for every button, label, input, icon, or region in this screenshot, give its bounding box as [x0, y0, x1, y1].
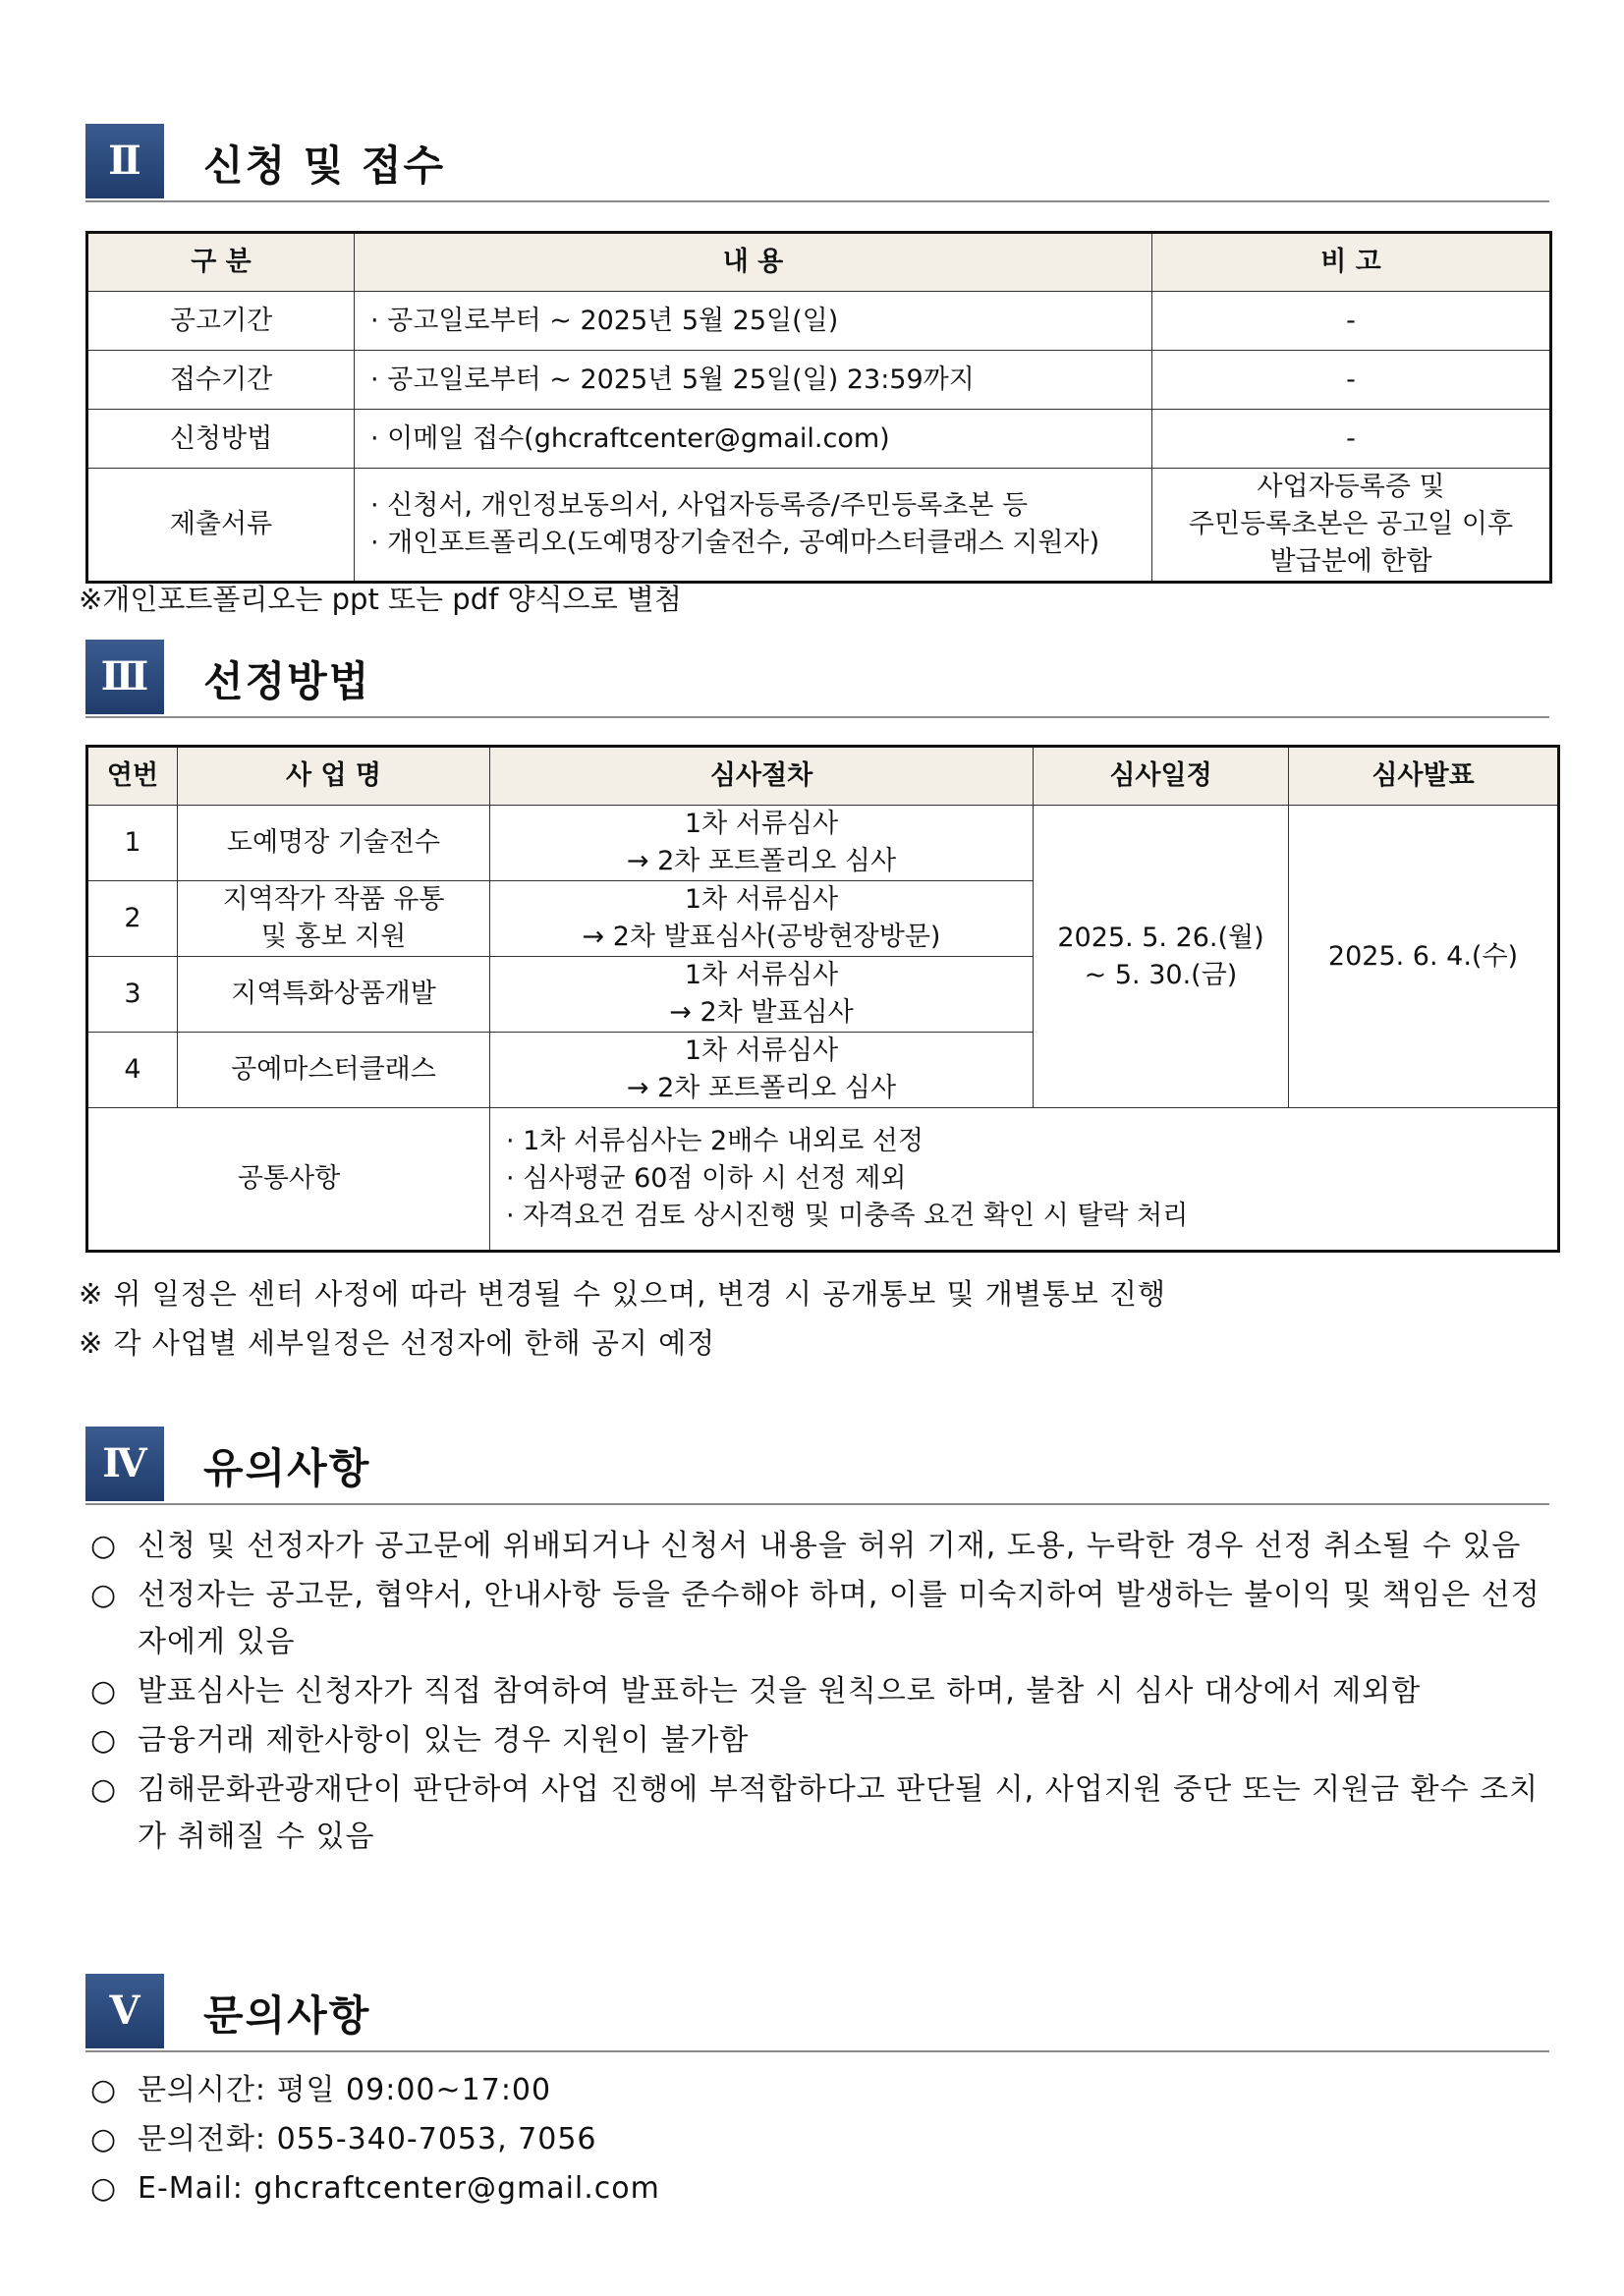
- list-item: [90, 2116, 1554, 2163]
- circle-bullet-icon: ○: [90, 2171, 118, 2206]
- header-announce: 심사발표: [1289, 747, 1559, 806]
- row-note: -: [1152, 292, 1551, 351]
- schedule-note-1: ※ 위 일정은 센터 사정에 따라 변경될 수 있으며, 변경 시 공개통보 및 개별통보 진행: [79, 1277, 1167, 1311]
- row-content: · 이메일 접수(ghcraftcenter@gmail.com): [355, 410, 1152, 469]
- circle-bullet-icon: ○: [90, 1578, 118, 1612]
- list-item: [90, 2165, 1554, 2212]
- application-table: [85, 231, 1552, 584]
- table-header-row: [87, 747, 1559, 806]
- header-category: 구 분: [87, 233, 355, 292]
- row-procedure: [490, 806, 1034, 881]
- header-project: 사 업 명: [178, 747, 490, 806]
- notice-text: 선정자는 공고문, 협약서, 안내사항 등을 준수해야 하며, 이를 미숙지하여 발생하는 불이익 및 책임은 선정자에게 있음: [138, 1578, 1540, 1659]
- list-item: [90, 1572, 1554, 1666]
- docs-line-2: · 개인포트폴리오(도예명장기술전수, 공예마스터클래스 지원자): [370, 528, 1100, 558]
- procedure-step-1: 1차 서류심사: [684, 884, 839, 915]
- schedule-note-2: ※ 각 사업별 세부일정은 선정자에 한해 공지 예정: [79, 1326, 716, 1360]
- section-2-header: [85, 124, 1549, 202]
- section-5-header: [85, 1974, 1549, 2052]
- table-row: [87, 292, 1551, 351]
- table-row: [87, 410, 1551, 469]
- contact-email: E-Mail: ghcraftcenter@gmail.com: [138, 2171, 660, 2206]
- row-note: -: [1152, 410, 1551, 469]
- docs-note-2: 주민등록초본은 공고일 이후: [1188, 509, 1514, 539]
- row-number: 4: [87, 1033, 178, 1108]
- review-schedule: [1034, 806, 1289, 1108]
- section-4-header: [85, 1427, 1549, 1505]
- procedure-step-2: → 2차 포트폴리오 심사: [626, 1073, 897, 1103]
- circle-bullet-icon: ○: [90, 1723, 118, 1758]
- table-row-documents: [87, 469, 1551, 583]
- row-procedure: [490, 1033, 1034, 1108]
- project-name-line-1: 지역작가 작품 유통: [222, 884, 445, 915]
- section-3-header: [85, 640, 1549, 718]
- section-3-number: Ⅲ: [85, 640, 164, 714]
- header-content: 내 용: [355, 233, 1152, 292]
- row-label: 제출서류: [87, 469, 355, 583]
- row-label: 신청방법: [87, 410, 355, 469]
- circle-bullet-icon: ○: [90, 2122, 118, 2156]
- common-item: · 1차 서류심사는 2배수 내외로 선정: [506, 1126, 924, 1156]
- circle-bullet-icon: ○: [90, 1674, 118, 1708]
- circle-bullet-icon: ○: [90, 1772, 118, 1807]
- row-procedure: [490, 881, 1034, 957]
- notice-text: 발표심사는 신청자가 직접 참여하여 발표하는 것을 원칙으로 하며, 불참 시 심사 대상에서 제외함: [138, 1674, 1422, 1708]
- notice-list: [90, 1523, 1554, 1863]
- procedure-step-1: 1차 서류심사: [684, 809, 839, 839]
- table-row: [87, 806, 1559, 881]
- project-name-line-2: 및 홍보 지원: [260, 922, 407, 952]
- section-4-title: 유의사항: [203, 1444, 371, 1492]
- procedure-step-1: 1차 서류심사: [684, 960, 839, 990]
- section-5-number: Ⅴ: [85, 1974, 164, 2048]
- header-schedule: 심사일정: [1034, 747, 1289, 806]
- row-content: · 공고일로부터 ~ 2025년 5월 25일(일) 23:59까지: [355, 351, 1152, 410]
- common-item: · 심사평균 60점 이하 시 선정 제외: [506, 1163, 907, 1194]
- table-header-row: [87, 233, 1551, 292]
- docs-line-1: · 신청서, 개인정보동의서, 사업자등록증/주민등록초본 등: [370, 490, 1029, 521]
- row-label: 접수기간: [87, 351, 355, 410]
- list-item: [90, 1766, 1554, 1861]
- notice-text: 신청 및 선정자가 공고문에 위배되거나 신청서 내용을 허위 기재, 도용, 누락한 경우 선정 취소될 수 있음: [138, 1529, 1522, 1563]
- section-4-number: Ⅳ: [85, 1427, 164, 1501]
- selection-table: [85, 745, 1560, 1253]
- row-label: 공고기간: [87, 292, 355, 351]
- section-5-title: 문의사항: [203, 1991, 371, 2040]
- table-row: [87, 351, 1551, 410]
- contact-hours: 문의시간: 평일 09:00~17:00: [138, 2073, 552, 2107]
- procedure-step-2: → 2차 포트폴리오 심사: [626, 846, 897, 876]
- section-2-number: Ⅱ: [85, 124, 164, 198]
- row-number: 3: [87, 957, 178, 1033]
- row-note: [1152, 469, 1551, 583]
- row-number: 1: [87, 806, 178, 881]
- notice-text: 금융거래 제한사항이 있는 경우 지원이 불가함: [138, 1723, 750, 1758]
- contact-phone: 문의전화: 055-340-7053, 7056: [138, 2122, 597, 2156]
- row-project: 도예명장 기술전수: [178, 806, 490, 881]
- row-project: [178, 881, 490, 957]
- common-items: [490, 1108, 1559, 1252]
- section-2-title: 신청 및 접수: [203, 141, 446, 190]
- row-project: 공예마스터클래스: [178, 1033, 490, 1108]
- notice-text: 김해문화관광재단이 판단하여 사업 진행에 부적합하다고 판단될 시, 사업지원 중단 또는 지원금 환수 조치가 취해질 수 있음: [138, 1772, 1540, 1854]
- review-announcement: 2025. 6. 4.(수): [1289, 806, 1559, 1108]
- row-content: [355, 469, 1152, 583]
- circle-bullet-icon: ○: [90, 2073, 118, 2107]
- portfolio-footnote: ※개인포트폴리오는 ppt 또는 pdf 양식으로 별첨: [79, 583, 682, 616]
- docs-note-3: 발급분에 한함: [1269, 546, 1432, 577]
- common-label: 공통사항: [87, 1108, 490, 1252]
- row-note: -: [1152, 351, 1551, 410]
- list-item: [90, 2067, 1554, 2114]
- header-procedure: 심사절차: [490, 747, 1034, 806]
- list-item: [90, 1523, 1554, 1570]
- section-3-title: 선정방법: [203, 657, 371, 705]
- common-item: · 자격요건 검토 상시진행 및 미충족 요건 확인 시 탈락 처리: [506, 1201, 1189, 1231]
- circle-bullet-icon: ○: [90, 1529, 118, 1563]
- list-item: [90, 1717, 1554, 1764]
- row-content: · 공고일로부터 ~ 2025년 5월 25일(일): [355, 292, 1152, 351]
- table-row-common: [87, 1108, 1559, 1252]
- procedure-step-1: 1차 서류심사: [684, 1036, 839, 1066]
- contact-list: [90, 2067, 1554, 2214]
- header-remarks: 비 고: [1152, 233, 1551, 292]
- schedule-line-1: 2025. 5. 26.(월): [1057, 922, 1264, 953]
- procedure-step-2: → 2차 발표심사: [669, 997, 854, 1028]
- schedule-line-2: ~ 5. 30.(금): [1084, 959, 1238, 990]
- procedure-step-2: → 2차 발표심사(공방현장방문): [582, 922, 941, 952]
- row-number: 2: [87, 881, 178, 957]
- list-item: [90, 1668, 1554, 1715]
- header-no: 연번: [87, 747, 178, 806]
- docs-note-1: 사업자등록증 및: [1257, 472, 1445, 502]
- row-project: 지역특화상품개발: [178, 957, 490, 1033]
- row-procedure: [490, 957, 1034, 1033]
